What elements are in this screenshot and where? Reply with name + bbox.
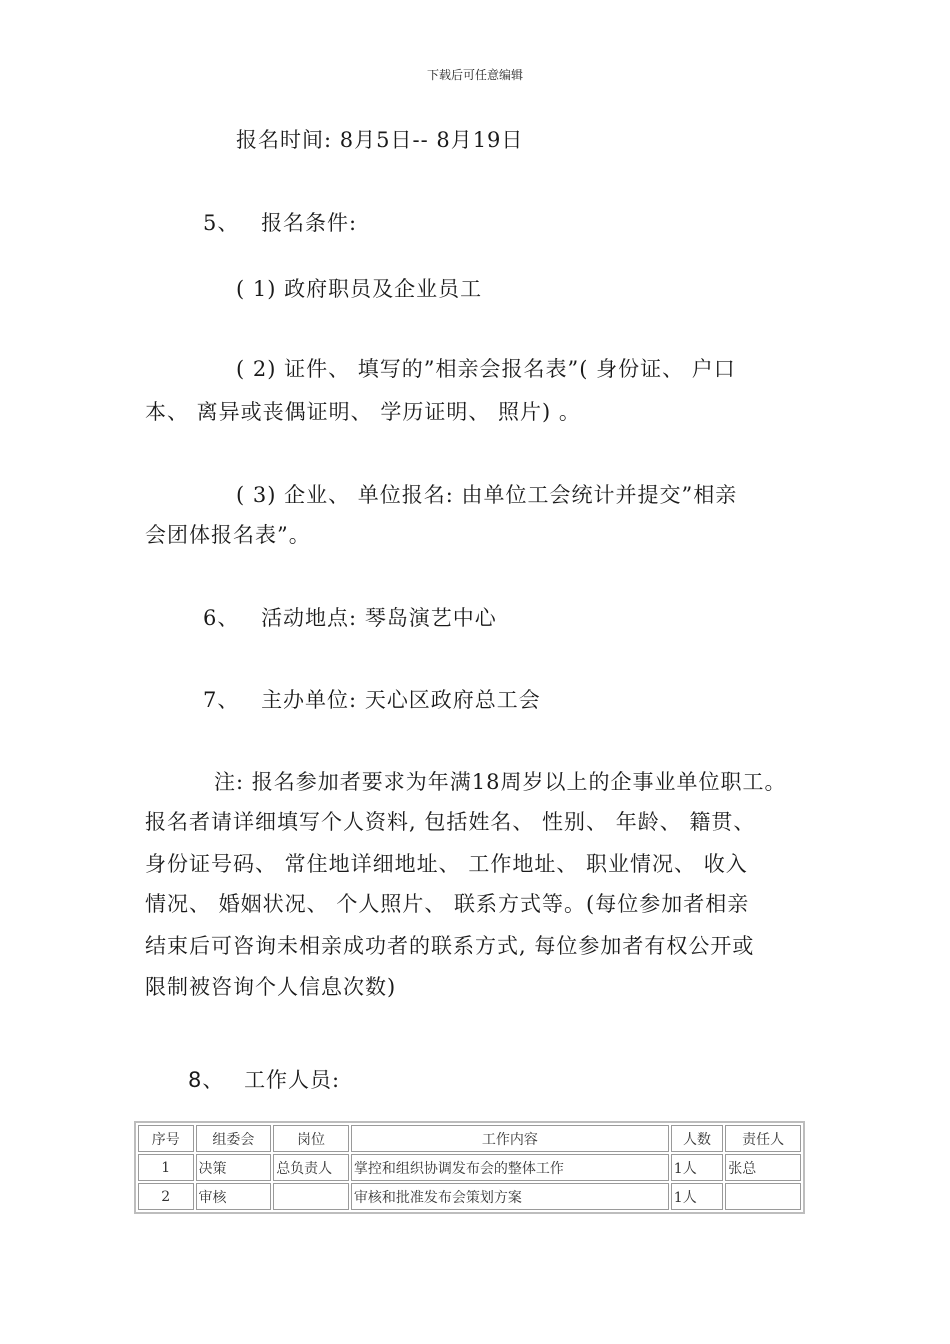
note-line-6: 限制被咨询个人信息次数): [145, 975, 397, 999]
column-header: 人数: [671, 1125, 723, 1152]
section-8-title: 工作人员:: [244, 1068, 341, 1092]
section-5-number: 5、: [203, 211, 240, 235]
header-note: 下载后可任意编辑: [426, 68, 523, 82]
table-cell: 审核和批准发布会策划方案: [351, 1183, 669, 1210]
column-header: 责任人: [725, 1125, 801, 1152]
column-header: 组委会: [196, 1125, 272, 1152]
table-cell: [273, 1183, 349, 1210]
section-6-number: 6、: [203, 606, 240, 630]
section-8-heading: [188, 1064, 340, 1094]
section-7: [203, 684, 541, 714]
section-6-text: 活动地点: 琴岛演艺中心: [261, 606, 497, 630]
table-cell: 总负责人: [273, 1154, 349, 1181]
condition-1: ( 1) 政府职员及企业员工: [236, 277, 483, 301]
section-7-text: 主办单位: 天心区政府总工会: [261, 688, 541, 712]
note-line-2: 报名者请详细填写个人资料, 包括姓名、 性别、 年龄、 籍贯、: [145, 810, 756, 834]
table-row: [138, 1183, 801, 1210]
condition-3-line-1: ( 3) 企业、 单位报名: 由单位工会统计并提交”相亲: [236, 483, 738, 507]
table-cell: 审核: [196, 1183, 272, 1210]
note-line-3: 身份证号码、 常住地详细地址、 工作地址、 职业情况、 收入: [145, 852, 748, 876]
table-cell: 1人: [671, 1154, 723, 1181]
column-header: 工作内容: [351, 1125, 669, 1152]
section-5-heading: [203, 207, 357, 237]
note-line-4: 情况、 婚姻状况、 个人照片、 联系方式等。(每位参加者相亲: [145, 892, 750, 916]
section-5-title: 报名条件:: [261, 211, 358, 235]
table-row: [138, 1154, 801, 1181]
condition-2-line-2: 本、 离异或丧偶证明、 学历证明、 照片) 。: [145, 400, 581, 424]
section-6: [203, 602, 497, 632]
column-header: 岗位: [273, 1125, 349, 1152]
note-line-5: 结束后可咨询未相亲成功者的联系方式, 每位参加者有权公开或: [145, 934, 755, 958]
condition-3-line-2: 会团体报名表”。: [145, 523, 311, 547]
table-cell: 1: [138, 1154, 194, 1181]
section-7-number: 7、: [203, 688, 240, 712]
registration-time: 报名时间: 8月5日-- 8月19日: [236, 128, 524, 152]
table-cell: 张总: [725, 1154, 801, 1181]
table-cell: [725, 1183, 801, 1210]
table-header-row: [138, 1125, 801, 1152]
table-cell: 1人: [671, 1183, 723, 1210]
condition-2-line-1: ( 2) 证件、 填写的”相亲会报名表”( 身份证、 户口: [236, 357, 736, 381]
column-header: 序号: [138, 1125, 194, 1152]
table-cell: 决策: [196, 1154, 272, 1181]
staff-table: [134, 1121, 805, 1214]
section-8-number: 8、: [188, 1068, 225, 1092]
note-line-1: 注: 报名参加者要求为年满18周岁以上的企事业单位职工。: [214, 770, 787, 794]
table-cell: 2: [138, 1183, 194, 1210]
table-cell: 掌控和组织协调发布会的整体工作: [351, 1154, 669, 1181]
